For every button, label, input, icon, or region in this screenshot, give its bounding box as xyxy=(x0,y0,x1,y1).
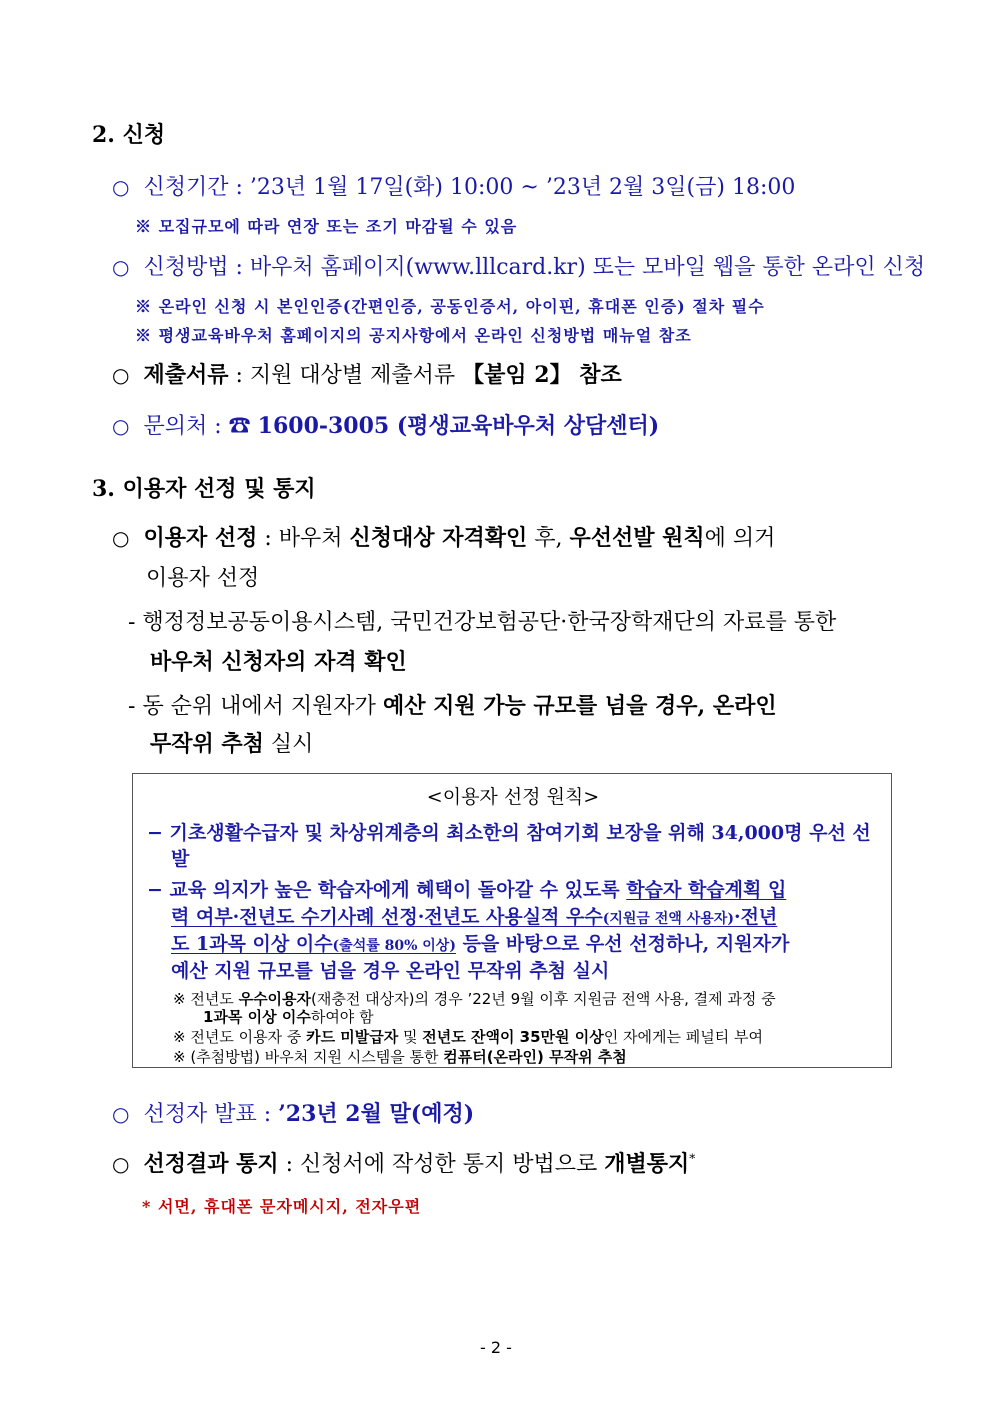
box-note-1-a: ※ 전년도 xyxy=(173,990,239,1008)
item-2-text-2: 실시 xyxy=(263,732,314,757)
box-note-1-line-2 xyxy=(203,1006,374,1027)
item-2-line-1 xyxy=(128,689,777,720)
box-p1-line-1 xyxy=(147,818,871,845)
method-note-2: ※ 평생교육바우처 홈페이지의 공지사항에서 온라인 신청방법 매뉴얼 참조 xyxy=(135,326,692,345)
contact-row xyxy=(112,409,659,440)
notify-row xyxy=(112,1147,695,1178)
bullet: ○ xyxy=(112,414,130,438)
notify-label: 선정결과 통지 xyxy=(143,1151,279,1177)
page-number: - 2 - xyxy=(480,1338,512,1357)
period-note: ※ 모집규모에 따라 연장 또는 조기 마감될 수 있음 xyxy=(135,217,518,236)
box-p2-text-1b: 학습자 학습계획 입 xyxy=(626,879,787,901)
section-3-heading: 3. 이용자 선정 및 통지 xyxy=(92,476,316,502)
box-p2-text-3a: 도 1과목 이상 이수 xyxy=(171,933,333,955)
box-note-1-e: 하여야 함 xyxy=(310,1008,374,1026)
item-2-bold-1: 예산 지원 가능 규모를 넘을 경우, 온라인 xyxy=(382,693,777,719)
selection-text-1: 바우처 xyxy=(278,526,350,551)
phone-icon: ☎ xyxy=(228,414,251,439)
selection-bold-2: 우선선발 원칙 xyxy=(569,525,705,551)
box-dash: − xyxy=(147,822,163,844)
box-note-2-a: ※ 전년도 이용자 중 xyxy=(173,1028,307,1046)
announce-label: 선정자 발표 : xyxy=(143,1102,272,1127)
item-1-text: 행정정보공동이용시스템, 국민건강보험공단·한국장학재단의 자료를 통한 xyxy=(142,610,837,635)
documents-text: 지원 대상별 제출서류 xyxy=(249,363,463,388)
box-p1-line-2: 발 xyxy=(171,848,190,870)
selection-bold-1: 신청대상 자격확인 xyxy=(349,525,528,551)
selection-text-2: 후, xyxy=(527,526,570,551)
method-note-1: ※ 온라인 신청 시 본인인증(간편인증, 공동인증서, 아이핀, 휴대폰 인증) 절차 필수 xyxy=(135,297,765,316)
box-p2-line-3 xyxy=(171,929,789,956)
bullet: ○ xyxy=(112,363,130,387)
period-label: 신청기간 : xyxy=(143,175,243,200)
box-p2-text-3b: (출석률 80% 이상) xyxy=(332,938,456,954)
box-p2-line-1 xyxy=(147,875,786,902)
box-note-3-b: 컴퓨터(온라인) 무작위 추첨 xyxy=(443,1048,627,1066)
item-2-line-2 xyxy=(150,727,313,758)
selection-line-2: 이용자 선정 xyxy=(146,566,260,591)
notify-sep: : xyxy=(278,1152,301,1177)
box-note-2-c: 및 xyxy=(398,1028,423,1046)
bullet: ○ xyxy=(112,1152,130,1176)
selection-row xyxy=(112,521,775,552)
item-dash: - xyxy=(128,694,136,719)
box-p2-text-1a: 교육 의지가 높은 학습자에게 혜택이 돌아갈 수 있도록 xyxy=(169,879,627,901)
method-label: 신청방법 : xyxy=(143,255,243,280)
documents-sep: : xyxy=(228,363,250,388)
section-2-heading: 2. 신청 xyxy=(92,122,166,148)
bullet: ○ xyxy=(112,526,130,550)
period-row xyxy=(112,170,795,201)
box-p2-text-2c: ·전년 xyxy=(733,906,778,928)
item-dash: - xyxy=(128,610,136,635)
announce-row xyxy=(112,1097,474,1128)
selection-sep: : xyxy=(257,526,279,551)
item-1-line-2: 바우처 신청자의 자격 확인 xyxy=(150,649,407,675)
item-2-bold-2: 무작위 추첨 xyxy=(150,731,264,757)
selection-text-3: 에 의거 xyxy=(704,526,776,551)
announce-value: ’23년 2월 말(예정) xyxy=(278,1101,475,1127)
box-note-2 xyxy=(173,1026,763,1047)
box-p2-line-2 xyxy=(171,902,777,929)
period-value: ’23년 1월 17일(화) 10:00 ~ ’23년 2월 3일(금) 18:00 xyxy=(249,175,796,200)
box-note-2-e: 인 자에게는 페널티 부여 xyxy=(603,1028,763,1046)
method-value: 바우처 홈페이지(www.lllcard.kr) 또는 모바일 웹을 통한 온라인 신청 xyxy=(249,255,926,280)
box-note-3 xyxy=(173,1046,627,1067)
box-dash: − xyxy=(147,879,163,901)
box-p1-text: 기초생활수급자 및 차상위계층의 최소한의 참여기회 보장을 위해 34,000명 우선 선 xyxy=(169,822,871,844)
contact-label: 문의처 : xyxy=(143,414,222,439)
bullet: ○ xyxy=(112,1102,130,1126)
box-p2-text-3c: 등을 바탕으로 우선 선정하나, 지원자가 xyxy=(455,933,790,955)
item-1-line-1 xyxy=(128,605,836,636)
box-note-2-b: 카드 미발급자 xyxy=(306,1028,399,1046)
bullet: ○ xyxy=(112,175,130,199)
contact-value: 1600-3005 (평생교육바우처 상담센터) xyxy=(257,413,660,439)
notify-text: 신청서에 작성한 통지 방법으로 xyxy=(300,1152,605,1177)
documents-label: 제출서류 xyxy=(143,362,229,388)
notify-bold: 개별통지 xyxy=(604,1151,690,1177)
selection-label: 이용자 선정 xyxy=(143,525,258,551)
documents-ref: 【붙임 2】 참조 xyxy=(462,362,622,388)
box-title: <이용자 선정 원칙> xyxy=(426,786,600,808)
notify-note: * 서면, 휴대폰 문자메시지, 전자우편 xyxy=(142,1197,422,1216)
box-p2-text-2a: 력 여부·전년도 수기사례 선정·전년도 사용실적 우수 xyxy=(171,906,603,928)
box-note-1-b: 우수이용자 xyxy=(238,990,312,1008)
box-note-3-a: ※ (추첨방법) 바우처 지원 시스템을 통한 xyxy=(173,1048,444,1066)
documents-row xyxy=(112,358,622,389)
selection-principles-box xyxy=(132,773,892,1068)
box-note-1-d: 1과목 이상 이수 xyxy=(203,1008,311,1026)
method-row xyxy=(112,250,925,281)
notify-footnote-mark: * xyxy=(689,1151,696,1166)
item-2-text-1: 동 순위 내에서 지원자가 xyxy=(142,694,383,719)
box-p2-text-2b: (지원금 전액 사용자) xyxy=(602,911,734,927)
box-note-2-d: 전년도 잔액이 35만원 이상 xyxy=(422,1028,604,1046)
box-note-1-c: (재충전 대상자)의 경우 ’22년 9월 이후 지원금 전액 사용, 결제 과정 중 xyxy=(311,990,776,1008)
bullet: ○ xyxy=(112,255,130,279)
box-p2-line-4: 예산 지원 규모를 넘을 경우 온라인 무작위 추첨 실시 xyxy=(171,960,610,982)
